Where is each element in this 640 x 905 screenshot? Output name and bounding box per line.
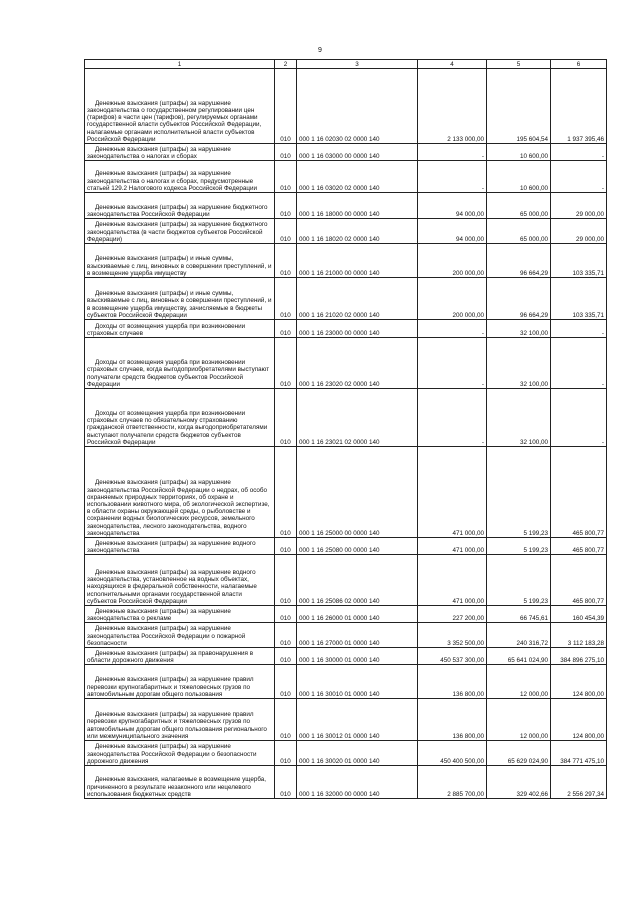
row-unexecuted: 29 000,00	[551, 219, 607, 244]
table-row	[85, 338, 607, 389]
row-approved: 471 000,00	[418, 447, 487, 538]
row-budget-code: 000 1 16 21000 00 0000 140	[297, 244, 418, 278]
row-unexecuted: -	[551, 389, 607, 447]
revenue-table	[84, 59, 607, 799]
row-unexecuted: 3 112 183,28	[551, 623, 607, 648]
row-code: 010	[275, 447, 297, 538]
table-row	[85, 389, 607, 447]
row-unexecuted: 465 800,77	[551, 555, 607, 606]
row-budget-code: 000 1 16 27000 01 0000 140	[297, 623, 418, 648]
row-budget-code: 000 1 16 02030 02 0000 140	[297, 69, 418, 144]
row-executed: 5 199,23	[487, 538, 551, 555]
row-approved: 200 000,00	[418, 244, 487, 278]
row-code: 010	[275, 338, 297, 389]
header-col-6: 6	[551, 60, 607, 69]
header-row	[85, 60, 607, 69]
row-approved: 450 400 500,00	[418, 741, 487, 766]
row-executed: 329 402,66	[487, 766, 551, 799]
row-approved: 94 000,00	[418, 193, 487, 219]
row-unexecuted: 465 800,77	[551, 447, 607, 538]
row-executed: 32 100,00	[487, 338, 551, 389]
row-budget-code: 000 1 16 25086 02 0000 140	[297, 555, 418, 606]
row-budget-code: 000 1 16 23000 00 0000 140	[297, 320, 418, 338]
row-executed: 66 745,61	[487, 606, 551, 623]
row-executed: 240 316,72	[487, 623, 551, 648]
row-name: Доходы от возмещения ущерба при возникновении страховых случаев	[85, 320, 275, 338]
row-unexecuted: 465 800,77	[551, 538, 607, 555]
row-unexecuted: 160 454,39	[551, 606, 607, 623]
row-name: Денежные взыскания (штрафы) за нарушение законодательства о налогах и сборах	[85, 144, 275, 161]
row-budget-code: 000 1 16 18020 02 0000 140	[297, 219, 418, 244]
row-code: 010	[275, 244, 297, 278]
row-approved: -	[418, 161, 487, 193]
table-row	[85, 447, 607, 538]
row-budget-code: 000 1 16 26000 01 0000 140	[297, 606, 418, 623]
row-name: Денежные взыскания (штрафы) за правонарушения в области дорожного движения	[85, 648, 275, 665]
table-row	[85, 193, 607, 219]
table-row	[85, 320, 607, 338]
row-name: Денежные взыскания (штрафы) за нарушение законодательства Российской Федерации о безопасности дорожного движения	[85, 741, 275, 766]
row-code: 010	[275, 193, 297, 219]
row-approved: 3 352 500,00	[418, 623, 487, 648]
row-code: 010	[275, 648, 297, 665]
row-budget-code: 000 1 16 30020 01 0000 140	[297, 741, 418, 766]
row-name: Денежные взыскания, налагаемые в возмещение ущерба, причиненного в результате незаконного или нецелевого использования бюджетных средств	[85, 766, 275, 799]
row-budget-code: 000 1 16 18000 00 0000 140	[297, 193, 418, 219]
table-row	[85, 161, 607, 193]
table-row	[85, 244, 607, 278]
row-executed: 65 629 024,90	[487, 741, 551, 766]
table-row	[85, 766, 607, 799]
table-row	[85, 219, 607, 244]
table-row	[85, 555, 607, 606]
row-executed: 65 000,00	[487, 193, 551, 219]
header-col-2: 2	[275, 60, 297, 69]
row-budget-code: 000 1 16 25080 00 0000 140	[297, 538, 418, 555]
table-row	[85, 648, 607, 665]
row-approved: 471 000,00	[418, 538, 487, 555]
row-unexecuted: -	[551, 338, 607, 389]
row-unexecuted: 124 800,00	[551, 665, 607, 699]
row-approved: 2 133 000,00	[418, 69, 487, 144]
row-code: 010	[275, 389, 297, 447]
row-executed: 32 100,00	[487, 389, 551, 447]
row-name: Денежные взыскания (штрафы) за нарушение законодательства о государственном регулировании цен (тарифов) в части цен (тарифов), регулируемых органами государственной власти субъектов Российской Федерации, налагаемые органами исполнительной власти субъектов Российской Федерации	[85, 69, 275, 144]
row-code: 010	[275, 741, 297, 766]
row-executed: 12 000,00	[487, 699, 551, 741]
row-name: Денежные взыскания (штрафы) и иные суммы, взыскиваемые с лиц, виновных в совершении преступлений, и в возмещение ущерба имуществу	[85, 244, 275, 278]
row-name: Денежные взыскания (штрафы) за нарушение законодательства Российской Федерации о недрах, об особо охраняемых природных территориях, об охране и использовании животного мира, об экологической экспертизе, в области охраны окружающей среды, о рыболовстве и сохранении водных биологических ресурсов, земельного законодательства, лесного законодательства, водного законодательства	[85, 447, 275, 538]
row-approved: 136 800,00	[418, 665, 487, 699]
row-code: 010	[275, 161, 297, 193]
row-code: 010	[275, 766, 297, 799]
row-code: 010	[275, 278, 297, 320]
table-row	[85, 699, 607, 741]
row-unexecuted: 124 800,00	[551, 699, 607, 741]
row-approved: 450 537 300,00	[418, 648, 487, 665]
row-executed: 10 600,00	[487, 144, 551, 161]
row-budget-code: 000 1 16 23021 02 0000 140	[297, 389, 418, 447]
table-row	[85, 538, 607, 555]
table-row	[85, 606, 607, 623]
table-row	[85, 623, 607, 648]
header-col-4: 4	[418, 60, 487, 69]
row-code: 010	[275, 623, 297, 648]
row-unexecuted: 29 000,00	[551, 193, 607, 219]
row-approved: -	[418, 389, 487, 447]
row-executed: 195 604,54	[487, 69, 551, 144]
row-name: Денежные взыскания (штрафы) за нарушение законодательства Российской Федерации о пожарной безопасности	[85, 623, 275, 648]
row-unexecuted: 384 896 275,10	[551, 648, 607, 665]
row-executed: 10 600,00	[487, 161, 551, 193]
row-name: Денежные взыскания (штрафы) за нарушение бюджетного законодательства Российской Федерации	[85, 193, 275, 219]
row-approved: -	[418, 144, 487, 161]
row-name: Денежные взыскания (штрафы) за нарушение правил перевозки крупногабаритных и тяжеловесных грузов по автомобильным дорогам общего пользования регионального или межмуниципального значения	[85, 699, 275, 741]
row-executed: 5 199,23	[487, 447, 551, 538]
table-row	[85, 144, 607, 161]
row-unexecuted: -	[551, 144, 607, 161]
row-name: Доходы от возмещения ущерба при возникновении страховых случаев, когда выгодоприобретателями выступают получатели средств бюджетов субъектов Российской Федерации	[85, 338, 275, 389]
row-code: 010	[275, 538, 297, 555]
row-budget-code: 000 1 16 30012 01 0000 140	[297, 699, 418, 741]
row-budget-code: 000 1 16 25000 00 0000 140	[297, 447, 418, 538]
row-unexecuted: 103 335,71	[551, 244, 607, 278]
row-unexecuted: 2 556 297,34	[551, 766, 607, 799]
row-executed: 12 000,00	[487, 665, 551, 699]
header-col-3: 3	[297, 60, 418, 69]
row-code: 010	[275, 665, 297, 699]
table-row	[85, 278, 607, 320]
row-unexecuted: -	[551, 161, 607, 193]
row-name: Денежные взыскания (штрафы) за нарушение правил перевозки крупногабаритных и тяжеловесных грузов по автомобильным дорогам общего пользования	[85, 665, 275, 699]
row-budget-code: 000 1 16 03000 00 0000 140	[297, 144, 418, 161]
row-executed: 65 641 024,90	[487, 648, 551, 665]
row-approved: 94 000,00	[418, 219, 487, 244]
row-executed: 65 000,00	[487, 219, 551, 244]
row-unexecuted: 384 771 475,10	[551, 741, 607, 766]
row-name: Доходы от возмещения ущерба при возникновении страховых случаев по обязательному страхованию гражданской ответственности, когда выгодоприобретателями выступают получатели средств бюджетов субъектов Российской Федерации	[85, 389, 275, 447]
row-code: 010	[275, 699, 297, 741]
header-col-1: 1	[85, 60, 275, 69]
row-approved: -	[418, 320, 487, 338]
row-approved: 471 000,00	[418, 555, 487, 606]
row-approved: 200 000,00	[418, 278, 487, 320]
row-executed: 96 664,29	[487, 278, 551, 320]
row-budget-code: 000 1 16 30000 01 0000 140	[297, 648, 418, 665]
row-budget-code: 000 1 16 23020 02 0000 140	[297, 338, 418, 389]
row-code: 010	[275, 219, 297, 244]
row-budget-code: 000 1 16 03020 02 0000 140	[297, 161, 418, 193]
row-budget-code: 000 1 16 30010 01 0000 140	[297, 665, 418, 699]
row-name: Денежные взыскания (штрафы) за нарушение законодательства о налогах и сборах, предусмотренные статьей 129.2 Налогового кодекса Российской Федерации	[85, 161, 275, 193]
row-code: 010	[275, 69, 297, 144]
row-budget-code: 000 1 16 32000 00 0000 140	[297, 766, 418, 799]
row-name: Денежные взыскания (штрафы) и иные суммы, взыскиваемые с лиц, виновных в совершении преступлений, и в возмещение ущерба имуществу, зачисляемые в бюджеты субъектов Российской Федерации	[85, 278, 275, 320]
row-approved: 136 800,00	[418, 699, 487, 741]
table-row	[85, 665, 607, 699]
row-executed: 32 100,00	[487, 320, 551, 338]
row-unexecuted: 1 937 395,46	[551, 69, 607, 144]
row-unexecuted: -	[551, 320, 607, 338]
row-approved: 227 200,00	[418, 606, 487, 623]
row-name: Денежные взыскания (штрафы) за нарушение бюджетного законодательства (в части бюджетов субъектов Российской Федерации)	[85, 219, 275, 244]
row-code: 010	[275, 320, 297, 338]
row-budget-code: 000 1 16 21020 02 0000 140	[297, 278, 418, 320]
row-approved: -	[418, 338, 487, 389]
row-name: Денежные взыскания (штрафы) за нарушение водного законодательства	[85, 538, 275, 555]
row-code: 010	[275, 144, 297, 161]
header-col-5: 5	[487, 60, 551, 69]
row-executed: 5 199,23	[487, 555, 551, 606]
row-unexecuted: 103 335,71	[551, 278, 607, 320]
row-name: Денежные взыскания (штрафы) за нарушение законодательства о рекламе	[85, 606, 275, 623]
row-code: 010	[275, 555, 297, 606]
row-approved: 2 885 700,00	[418, 766, 487, 799]
table-row	[85, 741, 607, 766]
row-executed: 96 664,29	[487, 244, 551, 278]
row-code: 010	[275, 606, 297, 623]
page-number: 9	[318, 47, 322, 54]
row-name: Денежные взыскания (штрафы) за нарушение водного законодательства, установленное на водных объектах, находящихся в федеральной собственности, налагаемые исполнительными органами государственной власти субъектов Российской Федерации	[85, 555, 275, 606]
table-row	[85, 69, 607, 144]
